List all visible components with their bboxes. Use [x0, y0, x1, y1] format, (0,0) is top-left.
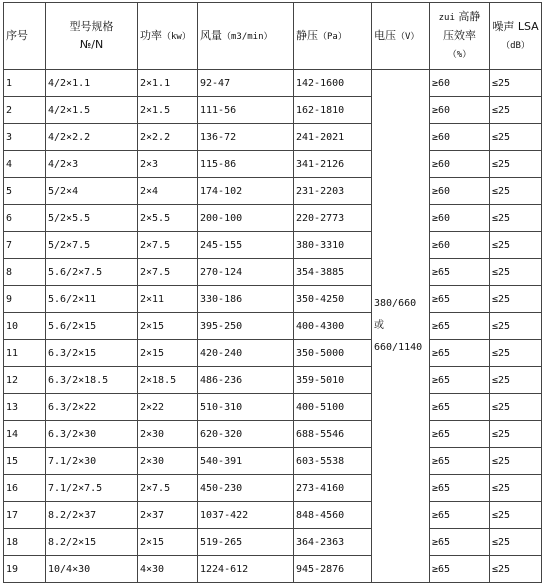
cell-model: 6.3/2×30: [46, 421, 138, 448]
cell-no: 9: [4, 286, 46, 313]
cell-power: 2×15: [138, 313, 198, 340]
cell-static-pressure: 241-2021: [294, 124, 372, 151]
cell-airflow: 270-124: [198, 259, 294, 286]
cell-noise: ≤25: [490, 529, 542, 556]
header-static-pressure: 静压（Pa）: [294, 3, 372, 70]
header-efficiency: zui 高静 压效率 （%）: [430, 3, 490, 70]
fan-spec-table: [3, 2, 542, 583]
cell-model: 5/2×5.5: [46, 205, 138, 232]
header-model: 型号规格 №/N: [46, 3, 138, 70]
cell-airflow: 115-86: [198, 151, 294, 178]
cell-static-pressure: 848-4560: [294, 502, 372, 529]
voltage-line1: 380/660: [374, 298, 417, 309]
cell-noise: ≤25: [490, 178, 542, 205]
cell-airflow: 1037-422: [198, 502, 294, 529]
cell-no: 3: [4, 124, 46, 151]
cell-no: 10: [4, 313, 46, 340]
cell-power: 2×7.5: [138, 232, 198, 259]
cell-airflow: 1224-612: [198, 556, 294, 583]
cell-airflow: 111-56: [198, 97, 294, 124]
cell-power: 2×37: [138, 502, 198, 529]
cell-power: 2×30: [138, 448, 198, 475]
cell-efficiency: ≥65: [430, 286, 490, 313]
table-row: [4, 286, 542, 313]
cell-efficiency: ≥65: [430, 313, 490, 340]
cell-efficiency: ≥65: [430, 340, 490, 367]
voltage-line3: 660/1140: [374, 342, 423, 353]
cell-airflow: 92-47: [198, 70, 294, 97]
cell-efficiency: ≥60: [430, 205, 490, 232]
cell-noise: ≤25: [490, 475, 542, 502]
cell-efficiency: ≥65: [430, 448, 490, 475]
cell-no: 5: [4, 178, 46, 205]
cell-noise: ≤25: [490, 367, 542, 394]
table-row: [4, 475, 542, 502]
cell-power: 2×11: [138, 286, 198, 313]
cell-noise: ≤25: [490, 421, 542, 448]
cell-noise: ≤25: [490, 70, 542, 97]
cell-efficiency: ≥65: [430, 502, 490, 529]
cell-model: 4/2×3: [46, 151, 138, 178]
cell-model: 8.2/2×37: [46, 502, 138, 529]
cell-model: 4/2×1.1: [46, 70, 138, 97]
cell-static-pressure: 350-5000: [294, 340, 372, 367]
table-row: [4, 421, 542, 448]
table-body: [4, 70, 542, 583]
cell-static-pressure: 400-5100: [294, 394, 372, 421]
cell-efficiency: ≥60: [430, 70, 490, 97]
cell-no: 8: [4, 259, 46, 286]
cell-static-pressure: 359-5010: [294, 367, 372, 394]
cell-power: 2×15: [138, 529, 198, 556]
cell-airflow: 450-230: [198, 475, 294, 502]
cell-airflow: 136-72: [198, 124, 294, 151]
cell-model: 8.2/2×15: [46, 529, 138, 556]
cell-power: 2×30: [138, 421, 198, 448]
table-row: [4, 259, 542, 286]
cell-static-pressure: 341-2126: [294, 151, 372, 178]
cell-static-pressure: 945-2876: [294, 556, 372, 583]
cell-no: 4: [4, 151, 46, 178]
cell-static-pressure: 603-5538: [294, 448, 372, 475]
cell-no: 2: [4, 97, 46, 124]
table-row: [4, 313, 542, 340]
cell-static-pressure: 231-2203: [294, 178, 372, 205]
cell-static-pressure: 380-3310: [294, 232, 372, 259]
cell-power: 2×3: [138, 151, 198, 178]
table-row: [4, 448, 542, 475]
cell-noise: ≤25: [490, 151, 542, 178]
cell-airflow: 519-265: [198, 529, 294, 556]
cell-model: 5.6/2×7.5: [46, 259, 138, 286]
cell-power: 2×22: [138, 394, 198, 421]
cell-noise: ≤25: [490, 259, 542, 286]
header-noise: 噪声 LSA （dB）: [490, 3, 542, 70]
cell-efficiency: ≥65: [430, 556, 490, 583]
table-row: [4, 205, 542, 232]
cell-no: 15: [4, 448, 46, 475]
cell-airflow: 174-102: [198, 178, 294, 205]
table-row: [4, 178, 542, 205]
cell-power: 2×7.5: [138, 475, 198, 502]
voltage-line2: 或: [374, 320, 384, 331]
cell-airflow: 620-320: [198, 421, 294, 448]
cell-power: 2×7.5: [138, 259, 198, 286]
cell-power: 2×15: [138, 340, 198, 367]
cell-noise: ≤25: [490, 205, 542, 232]
cell-no: 6: [4, 205, 46, 232]
cell-model: 6.3/2×18.5: [46, 367, 138, 394]
cell-noise: ≤25: [490, 124, 542, 151]
cell-static-pressure: 142-1600: [294, 70, 372, 97]
cell-noise: ≤25: [490, 556, 542, 583]
table-row: [4, 556, 542, 583]
cell-static-pressure: 350-4250: [294, 286, 372, 313]
cell-noise: ≤25: [490, 340, 542, 367]
cell-static-pressure: 273-4160: [294, 475, 372, 502]
cell-static-pressure: 400-4300: [294, 313, 372, 340]
cell-model: 5/2×7.5: [46, 232, 138, 259]
cell-no: 16: [4, 475, 46, 502]
cell-power: 2×18.5: [138, 367, 198, 394]
header-no: 序号: [4, 3, 46, 70]
cell-no: 17: [4, 502, 46, 529]
cell-noise: ≤25: [490, 97, 542, 124]
cell-static-pressure: 688-5546: [294, 421, 372, 448]
cell-efficiency: ≥60: [430, 178, 490, 205]
cell-no: 12: [4, 367, 46, 394]
cell-noise: ≤25: [490, 394, 542, 421]
cell-no: 14: [4, 421, 46, 448]
cell-efficiency: ≥60: [430, 124, 490, 151]
cell-no: 11: [4, 340, 46, 367]
cell-power: 2×1.5: [138, 97, 198, 124]
cell-airflow: 510-310: [198, 394, 294, 421]
table-row: [4, 394, 542, 421]
cell-model: 7.1/2×7.5: [46, 475, 138, 502]
cell-static-pressure: 354-3885: [294, 259, 372, 286]
cell-static-pressure: 220-2773: [294, 205, 372, 232]
cell-power: 2×2.2: [138, 124, 198, 151]
cell-model: 6.3/2×15: [46, 340, 138, 367]
cell-airflow: 200-100: [198, 205, 294, 232]
table-row: [4, 97, 542, 124]
cell-model: 10/4×30: [46, 556, 138, 583]
cell-model: 7.1/2×30: [46, 448, 138, 475]
cell-efficiency: ≥60: [430, 97, 490, 124]
table-row: [4, 70, 542, 97]
cell-efficiency: ≥65: [430, 367, 490, 394]
cell-model: 5.6/2×11: [46, 286, 138, 313]
cell-noise: ≤25: [490, 448, 542, 475]
cell-no: 13: [4, 394, 46, 421]
cell-power: 2×4: [138, 178, 198, 205]
cell-efficiency: ≥65: [430, 259, 490, 286]
cell-efficiency: ≥60: [430, 151, 490, 178]
cell-model: 5/2×4: [46, 178, 138, 205]
cell-power: 2×1.1: [138, 70, 198, 97]
cell-model: 4/2×2.2: [46, 124, 138, 151]
table-row: [4, 502, 542, 529]
cell-no: 7: [4, 232, 46, 259]
cell-model: 6.3/2×22: [46, 394, 138, 421]
cell-efficiency: ≥60: [430, 232, 490, 259]
cell-static-pressure: 162-1810: [294, 97, 372, 124]
table-row: [4, 340, 542, 367]
cell-model: 4/2×1.5: [46, 97, 138, 124]
cell-noise: ≤25: [490, 313, 542, 340]
cell-airflow: 395-250: [198, 313, 294, 340]
cell-airflow: 420-240: [198, 340, 294, 367]
cell-noise: ≤25: [490, 502, 542, 529]
cell-airflow: 330-186: [198, 286, 294, 313]
header-row: [4, 3, 542, 70]
cell-efficiency: ≥65: [430, 529, 490, 556]
cell-efficiency: ≥65: [430, 421, 490, 448]
cell-no: 19: [4, 556, 46, 583]
table-row: [4, 367, 542, 394]
cell-static-pressure: 364-2363: [294, 529, 372, 556]
cell-efficiency: ≥65: [430, 394, 490, 421]
table-row: [4, 529, 542, 556]
cell-airflow: 540-391: [198, 448, 294, 475]
cell-noise: ≤25: [490, 286, 542, 313]
table-row: [4, 151, 542, 178]
cell-airflow: 486-236: [198, 367, 294, 394]
cell-power: 2×5.5: [138, 205, 198, 232]
cell-no: 18: [4, 529, 46, 556]
header-voltage: 电压（V）: [372, 3, 430, 70]
cell-model: 5.6/2×15: [46, 313, 138, 340]
cell-airflow: 245-155: [198, 232, 294, 259]
table-row: [4, 124, 542, 151]
cell-voltage: [372, 70, 430, 583]
table-row: [4, 232, 542, 259]
cell-noise: ≤25: [490, 232, 542, 259]
cell-efficiency: ≥65: [430, 475, 490, 502]
cell-power: 4×30: [138, 556, 198, 583]
cell-no: 1: [4, 70, 46, 97]
header-power: 功率（kw）: [138, 3, 198, 70]
header-airflow: 风量（m3/min）: [198, 3, 294, 70]
